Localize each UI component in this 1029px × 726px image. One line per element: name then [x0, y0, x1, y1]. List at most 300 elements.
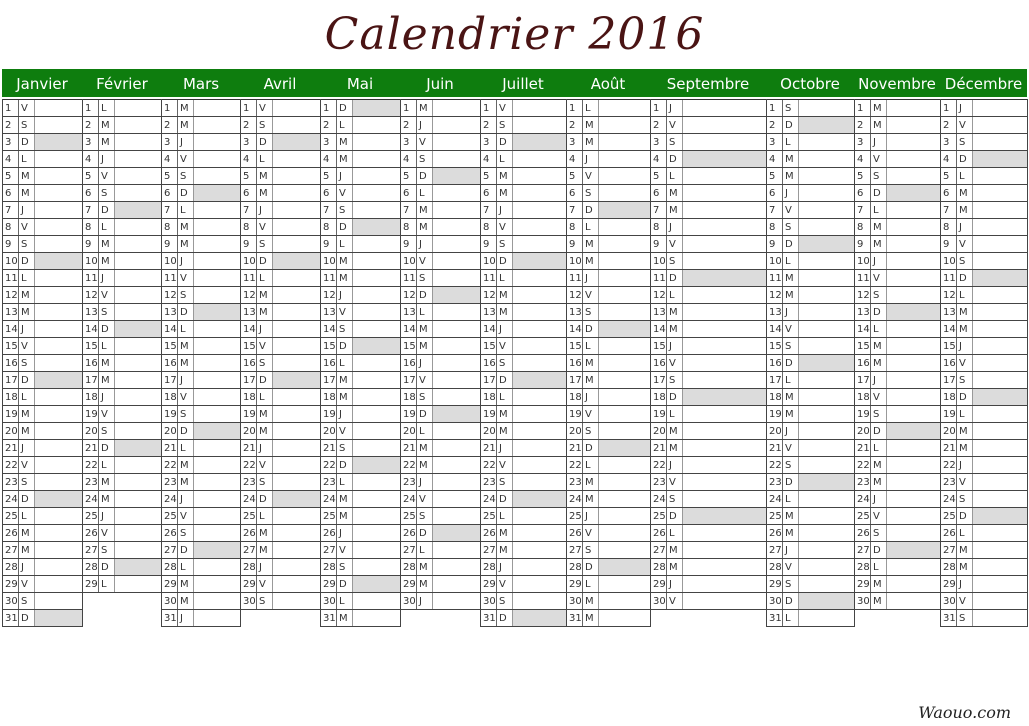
- day-number: 20: [243, 426, 256, 437]
- day-row: [2, 185, 82, 202]
- day-row: [766, 117, 854, 134]
- weekday-letter: S: [669, 494, 676, 505]
- day-row: [240, 440, 320, 457]
- day-row: [240, 474, 320, 491]
- day-row: [320, 219, 400, 236]
- day-number: 11: [943, 273, 956, 284]
- weekday-letter: D: [21, 613, 29, 624]
- weekday-letter: M: [259, 545, 268, 556]
- weekday-letter: M: [101, 375, 110, 386]
- day-number: 2: [5, 120, 12, 131]
- weekday-letter: M: [959, 307, 968, 318]
- day-row: [480, 372, 566, 389]
- day-number: 5: [943, 171, 950, 182]
- day-number: 30: [164, 596, 177, 607]
- weekday-letter: M: [339, 154, 348, 165]
- weekday-letter: M: [959, 443, 968, 454]
- day-row: [566, 508, 650, 525]
- day-number: 11: [403, 273, 416, 284]
- weekday-letter: S: [180, 528, 187, 539]
- day-row: [400, 593, 480, 610]
- day-row: [2, 593, 82, 610]
- weekday-letter: L: [180, 205, 186, 216]
- weekday-letter: D: [785, 358, 793, 369]
- day-row: [566, 219, 650, 236]
- weekday-letter: J: [419, 239, 422, 250]
- weekday-letter: L: [959, 409, 965, 420]
- day-row: [650, 389, 766, 406]
- day-number: 2: [943, 120, 950, 131]
- day-number: 21: [323, 443, 336, 454]
- month-header: Février: [82, 69, 162, 97]
- weekday-letter: S: [419, 273, 426, 284]
- weekday-letter: M: [785, 511, 794, 522]
- day-number: 10: [403, 256, 416, 267]
- weekday-letter: M: [21, 409, 30, 420]
- weekday-letter: L: [585, 460, 591, 471]
- day-number: 14: [323, 324, 336, 335]
- day-row: [161, 474, 241, 491]
- weekday-letter: J: [259, 562, 262, 573]
- weekday-letter: V: [259, 460, 266, 471]
- day-row: [161, 270, 241, 287]
- weekday-letter: L: [101, 341, 107, 352]
- weekday-letter: V: [21, 103, 28, 114]
- day-row: [400, 559, 480, 576]
- day-row: [480, 236, 566, 253]
- weekday-letter: M: [669, 324, 678, 335]
- weekday-letter: S: [259, 596, 266, 607]
- day-row: [400, 457, 480, 474]
- day-row: [240, 372, 320, 389]
- day-number: 30: [5, 596, 18, 607]
- day-row: [650, 440, 766, 457]
- day-row: [400, 372, 480, 389]
- weekday-letter: L: [259, 392, 265, 403]
- day-row: [2, 168, 82, 185]
- day-row: [240, 355, 320, 372]
- weekday-letter: L: [585, 103, 591, 114]
- day-row: [82, 185, 162, 202]
- weekday-letter: L: [101, 222, 107, 233]
- day-row: [766, 338, 854, 355]
- day-row: [2, 270, 82, 287]
- day-row: [480, 406, 566, 423]
- weekday-letter: L: [669, 171, 675, 182]
- day-row: [400, 389, 480, 406]
- weekday-letter: M: [669, 443, 678, 454]
- day-row: [566, 100, 650, 117]
- day-number: 28: [85, 562, 98, 573]
- month-header: Mars: [161, 69, 241, 97]
- weekday-letter: M: [585, 375, 594, 386]
- weekday-letter: D: [180, 426, 188, 437]
- day-number: 10: [569, 256, 582, 267]
- day-number: 27: [323, 545, 336, 556]
- day-row: [161, 423, 241, 440]
- weekday-letter: L: [785, 613, 791, 624]
- day-number: 28: [5, 562, 18, 573]
- day-row: [240, 389, 320, 406]
- day-number: 30: [323, 596, 336, 607]
- weekday-letter: S: [259, 358, 266, 369]
- day-number: 13: [857, 307, 870, 318]
- weekday-letter: J: [585, 154, 588, 165]
- day-row: [650, 406, 766, 423]
- weekday-letter: V: [669, 239, 676, 250]
- day-row: [161, 525, 241, 542]
- day-number: 18: [769, 392, 782, 403]
- day-number: 28: [943, 562, 956, 573]
- day-number: 15: [243, 341, 256, 352]
- day-row: [766, 321, 854, 338]
- weekday-letter: S: [585, 307, 592, 318]
- day-number: 7: [243, 205, 250, 216]
- day-row: [320, 423, 400, 440]
- day-row: [480, 134, 566, 151]
- day-number: 10: [323, 256, 336, 267]
- day-row: [854, 236, 940, 253]
- day-row: [854, 100, 940, 117]
- weekday-letter: M: [259, 171, 268, 182]
- weekday-letter: M: [180, 103, 189, 114]
- day-row: [854, 406, 940, 423]
- day-number: 30: [857, 596, 870, 607]
- day-number: 7: [569, 205, 576, 216]
- day-row: [480, 287, 566, 304]
- day-row: [2, 287, 82, 304]
- day-number: 29: [857, 579, 870, 590]
- day-number: 25: [403, 511, 416, 522]
- day-row: [480, 151, 566, 168]
- day-row: [400, 338, 480, 355]
- day-row: [566, 321, 650, 338]
- day-row: [240, 542, 320, 559]
- day-row: [400, 236, 480, 253]
- day-number: 6: [403, 188, 410, 199]
- day-number: 2: [483, 120, 490, 131]
- month-column: [161, 69, 241, 651]
- day-number: 25: [569, 511, 582, 522]
- day-row: [766, 610, 854, 627]
- day-row: [161, 355, 241, 372]
- day-number: 19: [85, 409, 98, 420]
- weekday-letter: V: [873, 392, 880, 403]
- day-number: 15: [943, 341, 956, 352]
- weekday-letter: M: [180, 477, 189, 488]
- day-row: [566, 117, 650, 134]
- day-number: 29: [769, 579, 782, 590]
- day-row: [766, 593, 854, 610]
- day-row: [82, 474, 162, 491]
- day-number: 14: [943, 324, 956, 335]
- day-row: [161, 576, 241, 593]
- weekday-letter: J: [180, 137, 183, 148]
- day-number: 21: [769, 443, 782, 454]
- day-number: 10: [5, 256, 18, 267]
- day-number: 16: [243, 358, 256, 369]
- day-number: 20: [483, 426, 496, 437]
- day-row: [940, 440, 1027, 457]
- day-row: [161, 389, 241, 406]
- month-column: [2, 69, 82, 651]
- weekday-letter: S: [259, 120, 266, 131]
- day-number: 4: [769, 154, 776, 165]
- day-number: 6: [943, 188, 950, 199]
- day-row: [766, 406, 854, 423]
- day-row: [161, 304, 241, 321]
- weekday-letter: S: [499, 358, 506, 369]
- weekday-letter: M: [21, 307, 30, 318]
- day-number: 2: [569, 120, 576, 131]
- day-row: [566, 355, 650, 372]
- day-number: 28: [653, 562, 666, 573]
- day-number: 28: [323, 562, 336, 573]
- weekday-letter: D: [873, 188, 881, 199]
- day-row: [240, 151, 320, 168]
- day-number: 10: [85, 256, 98, 267]
- weekday-letter: V: [669, 596, 676, 607]
- weekday-letter: J: [785, 545, 788, 556]
- day-row: [400, 355, 480, 372]
- weekday-letter: J: [669, 579, 672, 590]
- weekday-letter: J: [180, 375, 183, 386]
- weekday-letter: V: [585, 290, 592, 301]
- day-number: 23: [857, 477, 870, 488]
- day-row: [940, 168, 1027, 185]
- day-number: 21: [243, 443, 256, 454]
- day-row: [566, 440, 650, 457]
- weekday-letter: M: [21, 171, 30, 182]
- day-number: 20: [653, 426, 666, 437]
- day-number: 19: [943, 409, 956, 420]
- day-number: 23: [164, 477, 177, 488]
- day-number: 24: [403, 494, 416, 505]
- day-number: 24: [653, 494, 666, 505]
- day-number: 17: [943, 375, 956, 386]
- day-row: [854, 287, 940, 304]
- day-number: 25: [323, 511, 336, 522]
- weekday-letter: M: [669, 562, 678, 573]
- day-number: 25: [85, 511, 98, 522]
- day-number: 20: [403, 426, 416, 437]
- day-number: 19: [569, 409, 582, 420]
- day-number: 18: [5, 392, 18, 403]
- day-row: [400, 202, 480, 219]
- weekday-letter: S: [419, 154, 426, 165]
- grid-line: [400, 99, 401, 627]
- weekday-letter: M: [785, 528, 794, 539]
- weekday-letter: M: [180, 596, 189, 607]
- weekday-letter: V: [259, 341, 266, 352]
- day-row: [766, 270, 854, 287]
- weekday-letter: V: [499, 579, 506, 590]
- weekday-letter: M: [419, 205, 428, 216]
- weekday-letter: S: [419, 511, 426, 522]
- day-number: 5: [85, 171, 92, 182]
- day-number: 27: [85, 545, 98, 556]
- day-row: [480, 389, 566, 406]
- weekday-letter: L: [785, 375, 791, 386]
- day-number: 31: [5, 613, 18, 624]
- day-row: [854, 440, 940, 457]
- weekday-letter: M: [873, 579, 882, 590]
- page-title: Calendrier 2016: [324, 9, 705, 60]
- day-row: [82, 117, 162, 134]
- day-row: [2, 151, 82, 168]
- day-row: [650, 117, 766, 134]
- day-row: [940, 117, 1027, 134]
- day-number: 16: [483, 358, 496, 369]
- day-row: [400, 100, 480, 117]
- weekday-letter: M: [585, 494, 594, 505]
- day-number: 12: [483, 290, 496, 301]
- weekday-letter: S: [669, 256, 676, 267]
- day-number: 17: [323, 375, 336, 386]
- day-row: [480, 117, 566, 134]
- day-number: 8: [943, 222, 950, 233]
- day-row: [650, 474, 766, 491]
- day-row: [400, 423, 480, 440]
- weekday-letter: S: [959, 256, 966, 267]
- weekday-letter: V: [785, 562, 792, 573]
- day-number: 11: [164, 273, 177, 284]
- day-row: [2, 253, 82, 270]
- weekday-letter: L: [669, 290, 675, 301]
- weekday-letter: L: [101, 460, 107, 471]
- day-number: 3: [483, 137, 490, 148]
- weekday-letter: J: [785, 307, 788, 318]
- weekday-letter: M: [101, 120, 110, 131]
- day-number: 29: [569, 579, 582, 590]
- day-number: 13: [243, 307, 256, 318]
- day-row: [400, 406, 480, 423]
- day-row: [320, 287, 400, 304]
- day-number: 9: [243, 239, 250, 250]
- day-row: [320, 474, 400, 491]
- day-row: [400, 304, 480, 321]
- day-row: [320, 406, 400, 423]
- weekday-letter: J: [959, 579, 962, 590]
- day-number: 29: [5, 579, 18, 590]
- weekday-letter: S: [339, 562, 346, 573]
- grid-line: [320, 99, 321, 627]
- day-number: 11: [769, 273, 782, 284]
- weekday-letter: M: [180, 222, 189, 233]
- weekday-letter: M: [499, 188, 508, 199]
- grid-line: [161, 99, 162, 627]
- day-row: [566, 389, 650, 406]
- day-row: [854, 253, 940, 270]
- weekday-letter: M: [585, 120, 594, 131]
- day-row: [240, 270, 320, 287]
- weekday-letter: S: [180, 409, 187, 420]
- day-row: [650, 457, 766, 474]
- day-number: 9: [323, 239, 330, 250]
- month-column: [940, 69, 1027, 651]
- day-row: [650, 321, 766, 338]
- weekday-letter: M: [585, 596, 594, 607]
- weekday-letter: D: [785, 477, 793, 488]
- day-row: [240, 304, 320, 321]
- day-number: 16: [85, 358, 98, 369]
- day-number: 22: [943, 460, 956, 471]
- day-number: 14: [85, 324, 98, 335]
- day-row: [82, 134, 162, 151]
- day-row: [650, 593, 766, 610]
- day-number: 23: [243, 477, 256, 488]
- day-row: [650, 270, 766, 287]
- weekday-letter: M: [180, 341, 189, 352]
- day-row: [400, 219, 480, 236]
- day-number: 21: [483, 443, 496, 454]
- day-number: 1: [85, 103, 92, 114]
- weekday-letter: S: [585, 188, 592, 199]
- weekday-letter: L: [873, 443, 879, 454]
- day-number: 13: [653, 307, 666, 318]
- day-number: 11: [857, 273, 870, 284]
- day-row: [940, 321, 1027, 338]
- day-number: 30: [943, 596, 956, 607]
- day-number: 27: [857, 545, 870, 556]
- weekday-letter: J: [585, 511, 588, 522]
- weekday-letter: D: [873, 307, 881, 318]
- weekday-letter: M: [585, 477, 594, 488]
- day-number: 26: [243, 528, 256, 539]
- weekday-letter: L: [21, 511, 27, 522]
- day-number: 17: [243, 375, 256, 386]
- day-number: 19: [483, 409, 496, 420]
- weekday-letter: M: [339, 375, 348, 386]
- day-row: [320, 525, 400, 542]
- day-row: [82, 270, 162, 287]
- calendar-grid: [0, 69, 1029, 651]
- weekday-letter: S: [499, 596, 506, 607]
- day-row: [854, 338, 940, 355]
- day-number: 17: [857, 375, 870, 386]
- day-number: 8: [653, 222, 660, 233]
- weekday-letter: M: [419, 443, 428, 454]
- weekday-letter: D: [959, 273, 967, 284]
- day-number: 16: [857, 358, 870, 369]
- day-number: 13: [483, 307, 496, 318]
- day-number: 18: [164, 392, 177, 403]
- weekday-letter: L: [585, 341, 591, 352]
- weekday-letter: D: [101, 562, 109, 573]
- day-number: 6: [164, 188, 171, 199]
- day-row: [766, 491, 854, 508]
- day-number: 22: [164, 460, 177, 471]
- day-row: [566, 457, 650, 474]
- weekday-letter: L: [180, 562, 186, 573]
- day-row: [650, 236, 766, 253]
- day-number: 24: [483, 494, 496, 505]
- day-number: 2: [653, 120, 660, 131]
- weekday-letter: J: [873, 137, 876, 148]
- weekday-letter: S: [785, 222, 792, 233]
- day-row: [566, 270, 650, 287]
- day-number: 5: [243, 171, 250, 182]
- day-row: [650, 219, 766, 236]
- day-row: [240, 202, 320, 219]
- day-row: [566, 406, 650, 423]
- weekday-letter: J: [259, 324, 262, 335]
- weekday-letter: L: [873, 562, 879, 573]
- weekday-letter: D: [180, 188, 188, 199]
- day-number: 22: [403, 460, 416, 471]
- day-number: 26: [569, 528, 582, 539]
- weekday-letter: M: [499, 307, 508, 318]
